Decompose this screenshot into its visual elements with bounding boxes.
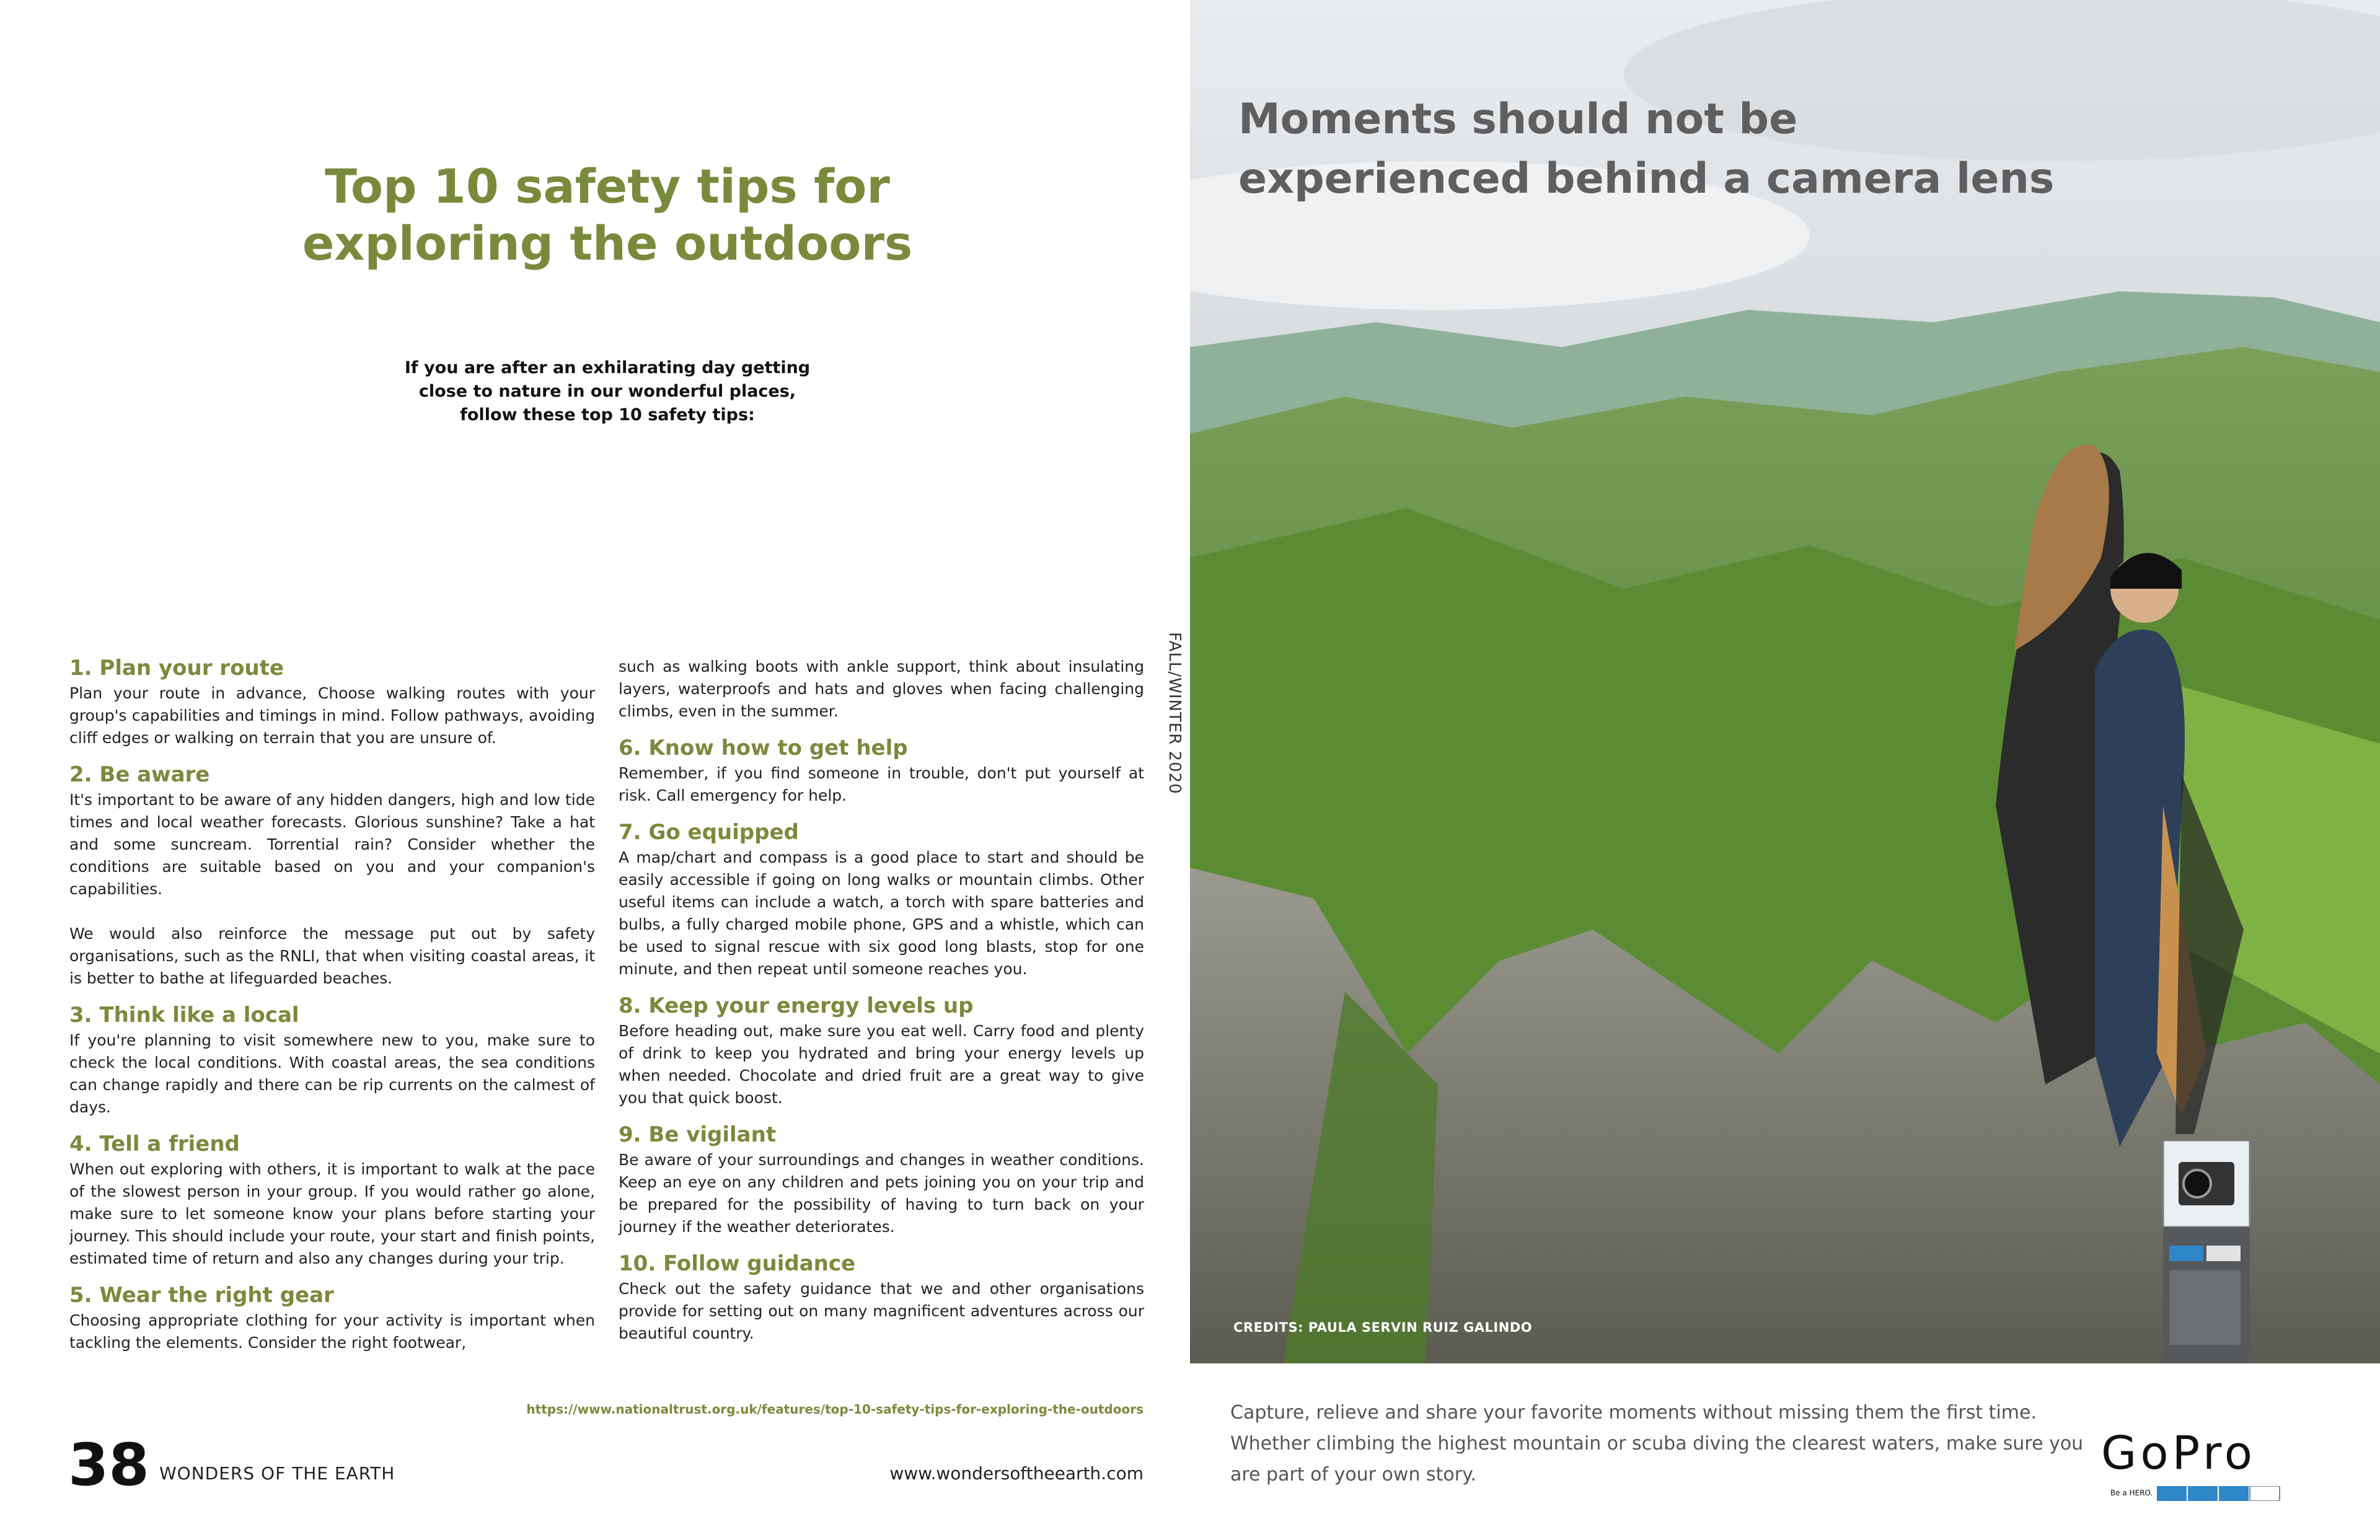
tip-4 (69, 1130, 595, 1270)
advert-headline (1238, 90, 2106, 209)
tip-heading: 10. Follow guidance (619, 1251, 856, 1276)
column-left (69, 654, 595, 1365)
tip-body: Choosing appropriate clothing for your activity is important when tackling the elements. Consider the right footwear, (69, 1311, 595, 1352)
tip-3 (69, 1001, 595, 1119)
tip-body: If you're planning to visit somewhere new to you, make sure to check the local conditions. With coastal areas, the sea conditions can change rapidly and there can be rip currents on the calmest of days. (69, 1031, 595, 1116)
tip-body: When out exploring with others, it is important to walk at the pace of the slowest person in your group. If you would rather go alone, make sure to let someone know your plans before starting your journey. This should include your route, your start and finish points, estimated time of return and also any changes during your trip. (69, 1160, 595, 1267)
tip-7 (619, 818, 1144, 980)
tip-body-continued: We would also reinforce the message put out by safety organisations, such as the RNLI, that when visiting coastal areas, it is better to bathe at lifeguarded beaches. (69, 925, 595, 987)
tip-body: A map/chart and compass is a good place to start and should be easily accessible if going on long walks or mountain climbs. Other useful items can include a watch, a torch with spare batteries and bulbs, a fully charged mobile phone, GPS and a whistle, which can be used to signal rescue with six good long blasts, stop for one minute, and then repeat until someone reaches you. (619, 848, 1144, 978)
tip-body: Check out the safety guidance that we and other organisations provide for setting out on many magnificent adventures across our beautiful country. (619, 1280, 1144, 1342)
article-title-line2: exploring the outdoors (302, 216, 913, 271)
intro-line3: follow these top 10 safety tips: (460, 405, 755, 425)
gopro-tagline: Be a HERO. (2110, 1489, 2153, 1497)
tip-heading: 8. Keep your energy levels up (619, 993, 974, 1018)
advert-body: Capture, relieve and share your favorite moments without missing them the first time. Whether climbing the highest mountain or scuba diving the clearest waters, make sure you are part of your own story. (1230, 1402, 2084, 1485)
tip-heading: 4. Tell a friend (69, 1132, 240, 1156)
magazine-website: www.wondersoftheearth.com (889, 1463, 1144, 1484)
tip-5-continued (619, 656, 1144, 723)
gopro-squares-icon (2157, 1486, 2281, 1501)
source-link[interactable]: https://www.nationaltrust.org.uk/features/top-10-safety-tips-for-exploring-the-outdoors (526, 1402, 1144, 1417)
tip-body: It's important to be aware of any hidden dangers, high and low tide times and local weather forecasts. Glorious sunshine? Take a hat and some suncream. Torrential rain? Consider whether the conditions are suitable based on you and your companion's capabilities. (69, 791, 595, 898)
tip-heading: 1. Plan your route (69, 656, 284, 680)
photo-credits: CREDITS: PAULA SERVIN RUIZ GALINDO (1233, 1320, 1533, 1335)
gopro-product-box (2157, 1140, 2256, 1379)
tip-body: Plan your route in advance, Choose walking routes with your group's capabilities and timings in mind. Follow pathways, avoiding cliff edges or walking on terrain that you are unsure of. (69, 684, 595, 747)
tip-body: Remember, if you find someone in trouble, don't put yourself at risk. Call emergency for help. (619, 764, 1144, 804)
advert-page (1190, 0, 2380, 1540)
intro-line1: If you are after an exhilarating day getting (404, 358, 811, 377)
tip-body: Be aware of your surroundings and changes in weather conditions. Keep an eye on any children and pets joining you on your trip and be prepared for the possibility of having to turn back on your journey if the weather deteriorates. (619, 1151, 1144, 1236)
page-number: 38 (68, 1432, 149, 1499)
tip-heading: 2. Be aware (69, 762, 210, 787)
issue-label: FALL/WINTER 2020 (1165, 632, 1184, 794)
article-intro (372, 356, 843, 427)
tip-6 (619, 734, 1144, 807)
tip-9 (619, 1120, 1144, 1238)
tip-heading: 5. Wear the right gear (69, 1283, 334, 1308)
gopro-logo: GoPro (2101, 1427, 2257, 1480)
column-right (619, 656, 1144, 1356)
tip-heading: 6. Know how to get help (619, 736, 908, 760)
tip-heading: 9. Be vigilant (619, 1122, 777, 1147)
tip-body: Before heading out, make sure you eat well. Carry food and plenty of drink to keep you hydrated and bring your energy levels up when needed. Chocolate and dried fruit are a great way to give you that quick boost. (619, 1022, 1144, 1107)
tip-8 (619, 992, 1144, 1109)
tip-10 (619, 1249, 1144, 1345)
tip-1 (69, 654, 595, 749)
tip-5 (69, 1281, 595, 1354)
magazine-name: WONDERS OF THE EARTH (159, 1463, 395, 1484)
article-title-line1: Top 10 safety tips for (325, 159, 890, 214)
article-title (260, 158, 954, 272)
tip-heading: 3. Think like a local (69, 1003, 299, 1027)
advert-headline-line2: experienced behind a camera lens (1238, 154, 2055, 203)
tip-body-continuation: such as walking boots with ankle support, think about insulating layers, waterproofs and hats and gloves when facing challenging climbs, even in the summer. (619, 658, 1144, 720)
tip-2 (69, 760, 595, 990)
intro-line2: close to nature in our wonderful places, (418, 382, 796, 401)
tip-heading: 7. Go equipped (619, 820, 799, 845)
advert-headline-line1: Moments should not be (1238, 95, 1798, 144)
